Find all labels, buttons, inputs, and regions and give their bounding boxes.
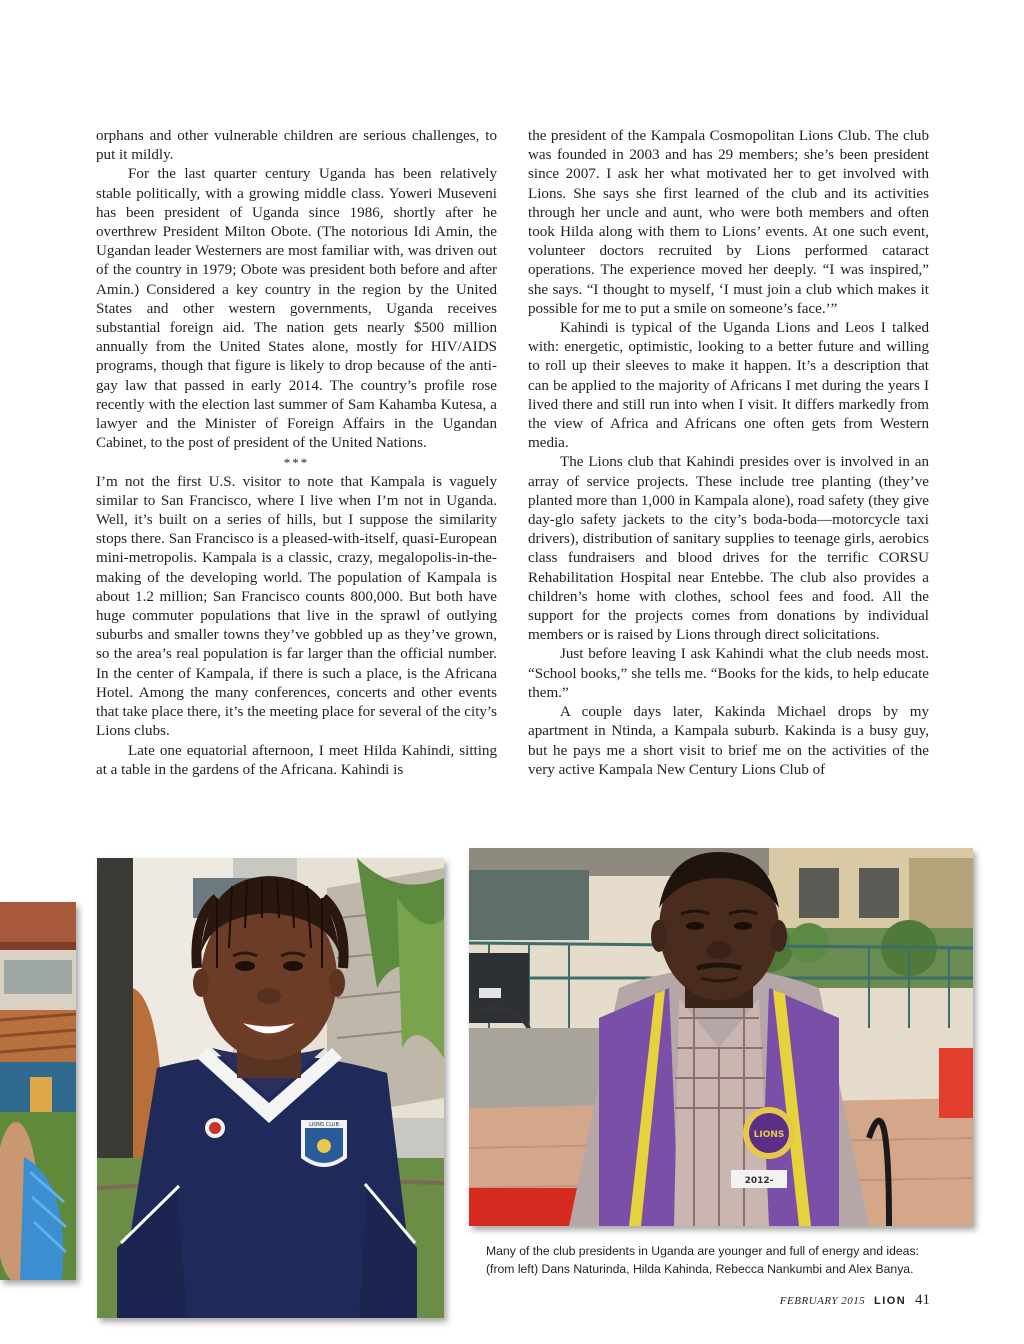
page-number: 41	[915, 1292, 930, 1308]
vest-badge-text: LIONS	[753, 1130, 785, 1140]
article-paragraph: A couple days later, Kakinda Michael drops by my apartment in Ntinda, a Kampala suburb. Kakinda is a busy guy, but he pays me a short visit to brief me on the activities of the very active Kampala New Century Lions Club of	[528, 704, 929, 778]
article-paragraph: I’m not the first U.S. visitor to note that Kampala is vaguely similar to San Francisco, where I live when I’m not in Uganda. Well, it’s built on a series of hills, but I suppose the similarity stops there. San Francisco is a pleased-with-itself, quasi-European mini-metropolis. Kampala is a classic, crazy, megalopolis-in-the-making of the developing world. The population of Kampala is about 1.2 million; San Francisco counts 800,000. But both have huge commuter populations that live in the sprawl of outlying suburbs and smaller towns they’ve gobbled up as they’ve grown, so the area’s real population is far larger than the official number. In the center of Kampala, if there is such a place, is the Africana Hotel. Among the many conferences, concerts and other events that take place there, it’s the meeting place for several of the city’s Lions clubs.	[96, 473, 497, 740]
photo-caption	[486, 1242, 956, 1278]
article-paragraph: For the last quarter century Uganda has been relatively stable politically, with a growing middle class. Yoweri Museveni has been president of Uganda since 1986, shortly after he overthrew President Milton Obote. (The notorious Idi Amin, the Ugandan leader Westerners are most familiar with, was driven out of the country in 1979; Obote was president both before and after Amin.) Considered a key country in the region by the United States and other western governments, Uganda receives substantial foreign aid. The nation gets nearly $500 million annually from the United States alone, mostly for HIV/AIDS programs, though that figure is likely to drop because of the anti-gay law that passed in early 2014. The country’s profile rose recently with the election last summer of Sam Kahamba Kutesa, a lawyer and the Minister of Foreign Affairs in the Ugandan Cabinet, to the post of president of the United Nations.	[96, 166, 497, 452]
article-paragraph: Just before leaving I ask Kahindi what the club needs most. “School books,” she tells me. “Books for the kids, to help educate them.”	[528, 646, 929, 701]
photo-garden-crop	[0, 902, 76, 1280]
article-paragraph: the president of the Kampala Cosmopolitan Lions Club. The club was founded in 2003 and has 29 members; she’s been president since 2007. I ask her what motivated her to get involved with Lions. She says she first learned of the club and its activities through her uncle and aunt, who were both members and often took Hilda along with them to Lions’ events. At one such event, volunteer doctors recruited by Lions performed cataract operations. The experience moved her deeply. “I was inspired,” she says. “I thought to myself, ‘I must join a club which makes it possible for me to put a smile on someone’s face.’”	[528, 128, 929, 317]
article-paragraph: orphans and other vulnerable children are serious challenges, to put it mildly.	[96, 128, 497, 164]
caption-line: (from left) Dans Naturinda, Hilda Kahinda, Rebecca Nankumbi and Alex Banya.	[486, 1262, 914, 1276]
magazine-name: LION	[873, 1295, 907, 1307]
issue-date: FEBRUARY 2015	[779, 1295, 866, 1307]
photo-man-lions-vest	[469, 848, 973, 1226]
crest-text: LIONS CLUB	[309, 1122, 339, 1128]
article-paragraph: Late one equatorial afternoon, I meet Hilda Kahindi, sitting at a table in the gardens of the Africana. Kahindi is	[96, 742, 497, 778]
article-column-right	[528, 127, 929, 780]
page-footer	[780, 1292, 930, 1309]
article-column-left	[96, 127, 497, 780]
caption-line: Many of the club presidents in Uganda are younger and full of energy and ideas:	[486, 1244, 919, 1258]
article-paragraph: The Lions club that Kahindi presides over is involved in an array of service projects. These include tree planting (they’ve planted more than 1,000 in Kampala alone), road safety (they give day-glo safety jackets to the city’s boda-boda—motorcycle taxi drivers), distribution of sanitary supplies to teenage girls, aerobics class fundraisers and blood drives for the terrific CORSU Rehabilitation Hospital near Entebbe. The club also provides a children’s home with clothes, school fees and food. All the support for the projects comes from donations by individual members or is raised by Lions through direct solicitations.	[528, 454, 929, 644]
section-separator: ***	[283, 455, 310, 471]
article-paragraph: Kahindi is typical of the Uganda Lions and Leos I talked with: energetic, optimistic, looking to a better future and willing to roll up their sleeves to make it happen. It’s a description that can be applied to the majority of Africans I met during the years I lived there and still run into when I visit. It differs markedly from the view of Africa and Africans one often gets from Western media.	[528, 320, 929, 452]
photo-young-woman	[97, 858, 444, 1318]
vest-year-text: 2012-	[744, 1176, 774, 1186]
